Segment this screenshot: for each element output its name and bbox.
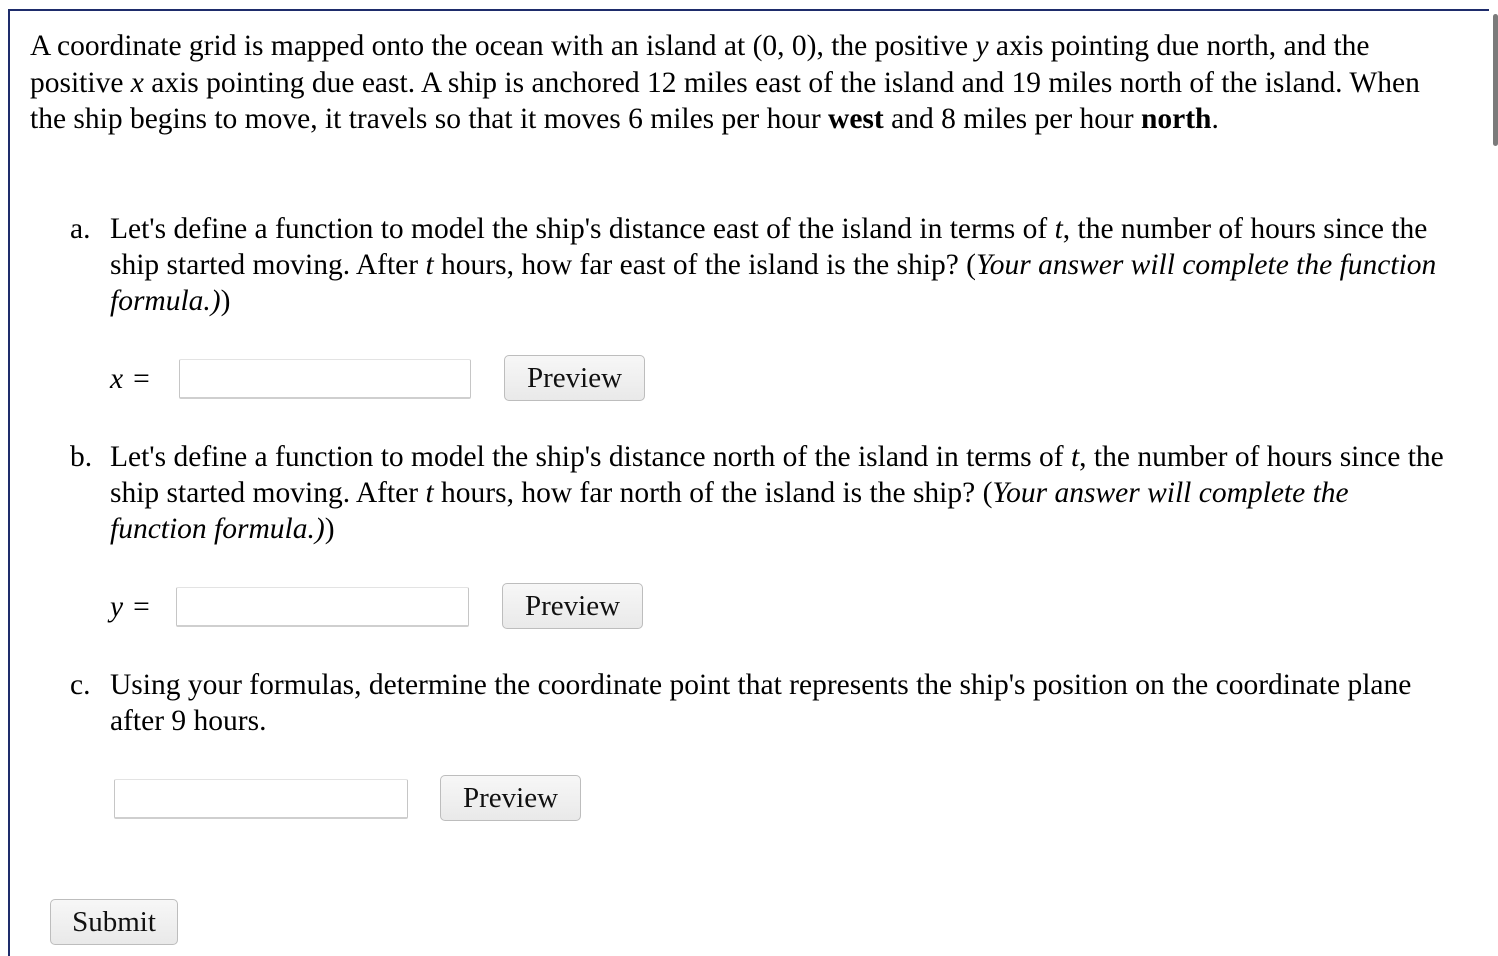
intro-var-x: x — [130, 66, 144, 99]
part-a-text: ) — [220, 285, 231, 317]
problem-statement — [30, 28, 1460, 138]
part-b-text: ) — [324, 513, 335, 545]
part-c — [70, 667, 1450, 739]
part-a-text: , the number of hours since the ship started moving. After — [110, 213, 1428, 281]
part-c-question: Using your formulas, determine the coordinate point that represents the ship's position on the coordinate plane after 9 hours. — [110, 669, 1412, 737]
eq-var-y: y — [110, 591, 124, 623]
part-b-preview-button[interactable]: Preview — [502, 583, 643, 629]
part-b — [70, 439, 1450, 547]
part-b-answer-input[interactable] — [176, 587, 469, 627]
part-c-answer-input[interactable] — [114, 779, 408, 819]
eq-var-x: x — [110, 363, 124, 395]
part-a-hint: Your answer will complete the function formula.) — [110, 249, 1437, 317]
part-b-text: , the number of hours since the ship started moving. After — [110, 441, 1444, 509]
part-a — [70, 211, 1450, 319]
intro-var-y: y — [975, 30, 989, 62]
part-a-answer-input[interactable] — [179, 359, 471, 399]
scrollbar-thumb[interactable] — [1493, 14, 1498, 146]
part-b-equation-label — [110, 589, 150, 625]
eq-sign: = — [133, 591, 150, 623]
intro-north-bold: north — [1140, 103, 1212, 135]
intro-text: A coordinate grid is mapped onto the ocean with an island at — [30, 30, 753, 62]
eq-sign: = — [133, 363, 150, 395]
intro-west-bold: west — [828, 103, 884, 135]
part-b-hint: Your answer will complete the function formula.) — [110, 477, 1349, 545]
part-a-preview-button[interactable]: Preview — [504, 355, 645, 401]
part-a-text: Let's define a function to model the ship's distance east of the island in terms of — [110, 213, 1055, 245]
part-c-preview-button[interactable]: Preview — [440, 775, 581, 821]
part-b-letter: b. — [70, 441, 93, 473]
var-t: t — [425, 249, 434, 281]
intro-origin-point: (0, 0) — [752, 30, 817, 62]
var-t: t — [1070, 441, 1080, 473]
intro-text: axis pointing due north, and the positive — [30, 30, 1370, 99]
part-b-text: hours, how far north of the island is the ship? ( — [433, 477, 993, 509]
var-t: t — [425, 477, 434, 509]
var-t: t — [1054, 213, 1063, 245]
intro-text: axis pointing due east. A ship is anchored 12 miles east of the island and 19 miles north of the island. When the ship begins to move, it travels so that it moves 6 miles per hour — [30, 66, 1420, 135]
intro-text: and 8 miles per hour — [883, 103, 1141, 135]
part-c-letter: c. — [70, 669, 91, 701]
part-a-letter: a. — [70, 213, 91, 245]
intro-text: . — [1211, 103, 1219, 135]
intro-text: , the positive — [816, 30, 976, 62]
submit-button[interactable]: Submit — [50, 899, 178, 945]
part-b-text: Let's define a function to model the ship's distance north of the island in terms of — [110, 441, 1071, 473]
part-a-text: hours, how far east of the island is the ship? ( — [433, 249, 977, 281]
part-a-question — [110, 211, 1450, 319]
part-b-question — [110, 439, 1450, 547]
part-a-equation-label — [110, 361, 150, 397]
